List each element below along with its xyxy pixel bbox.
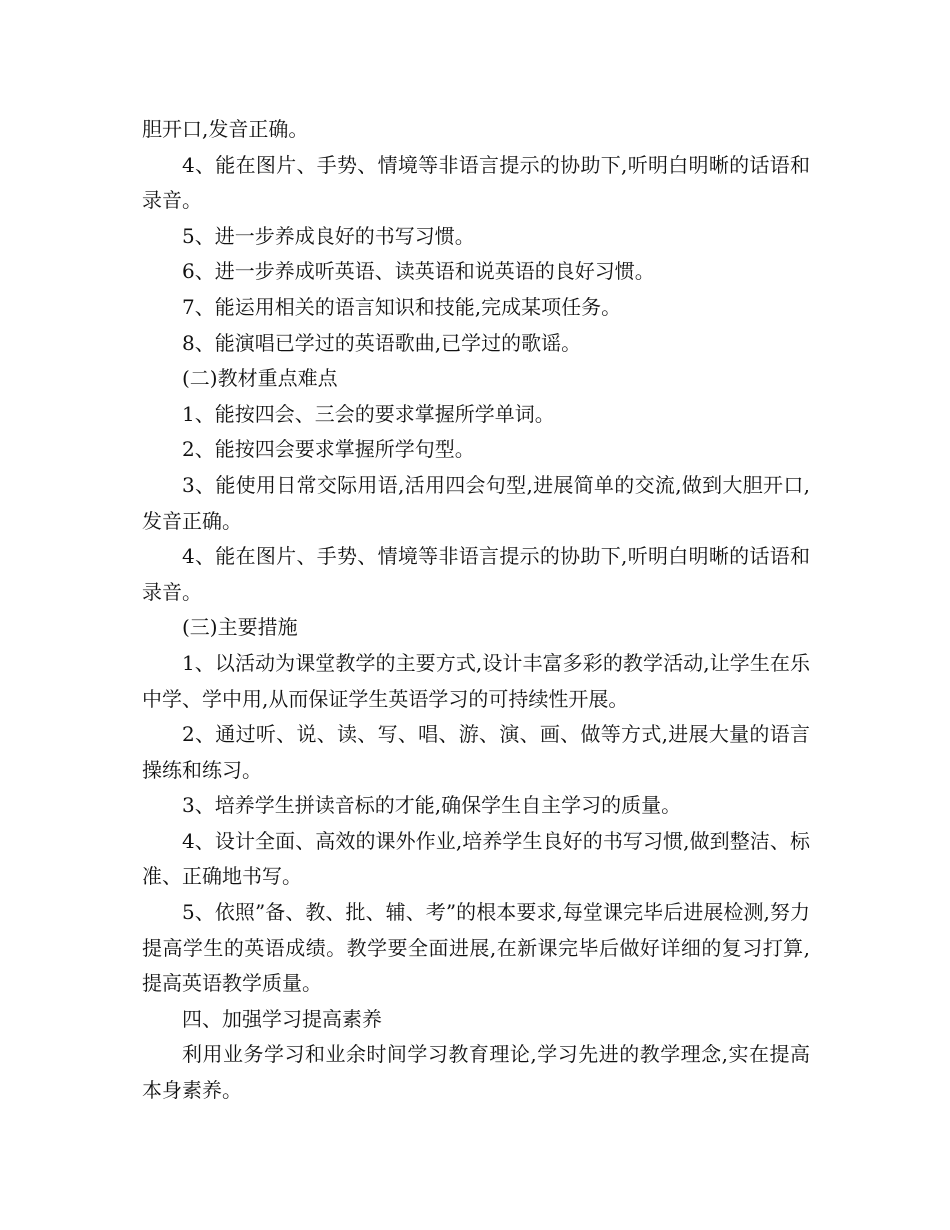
paragraph-item-6: 6、进一步养成听英语、读英语和说英语的良好习惯。 [182, 259, 655, 284]
paragraph-key-point-1: 1、能按四会、三会的要求掌握所学单词。 [182, 401, 555, 426]
section-heading-key-points: (二)教材重点难点 [182, 366, 338, 391]
paragraph-continuation: 胆开口,发音正确。 [142, 117, 309, 141]
paragraph-measure-4: 4、设计全面、高效的课外作业,培养学生良好的书写习惯,做到整洁、标准、正确地书写。 [142, 828, 810, 889]
section-heading-measures: (三)主要措施 [182, 615, 298, 640]
paragraph-item-5: 5、进一步养成良好的书写习惯。 [182, 223, 475, 248]
paragraph-key-point-4: 4、能在图片、手势、情境等非语言提示的协助下,听明白明晰的话语和录音。 [142, 544, 810, 604]
paragraph-study: 利用业务学习和业余时间学习教育理论,学习先进的教学理念,实在提高本身素养。 [142, 1042, 810, 1103]
paragraph-measure-1: 1、以活动为课堂教学的主要方式,设计丰富多彩的教学活动,让学生在乐中学、学中用,从而保证学生英语学习的可持续性开展。 [142, 650, 810, 711]
paragraph-item-4: 4、能在图片、手势、情境等非语言提示的协助下,听明白明晰的话语和录音。 [142, 152, 810, 213]
paragraph-measure-2: 2、通过听、说、读、写、唱、游、演、画、做等方式,进展大量的语言操练和练习。 [142, 722, 810, 782]
section-heading-study: 四、加强学习提高素养 [182, 1006, 382, 1031]
document-body [142, 112, 810, 1109]
paragraph-item-7: 7、能运用相关的语言知识和技能,完成某项任务。 [182, 294, 622, 319]
paragraph-measure-5: 5、依照”备、教、批、辅、考”的根本要求,每堂课完毕后进展检测,努力提高学生的英语成绩。教学要全面进展,在新课完毕后做好详细的复习打算,提高英语教学质量。 [142, 900, 810, 996]
paragraph-key-point-2: 2、能按四会要求掌握所学句型。 [182, 437, 475, 462]
paragraph-item-8: 8、能演唱已学过的英语歌曲,已学过的歌谣。 [182, 330, 582, 355]
paragraph-key-point-3: 3、能使用日常交际用语,活用四会句型,进展简单的交流,做到大胆开口,发音正确。 [142, 472, 810, 533]
paragraph-measure-3: 3、培养学生拼读音标的才能,确保学生自主学习的质量。 [182, 793, 682, 818]
